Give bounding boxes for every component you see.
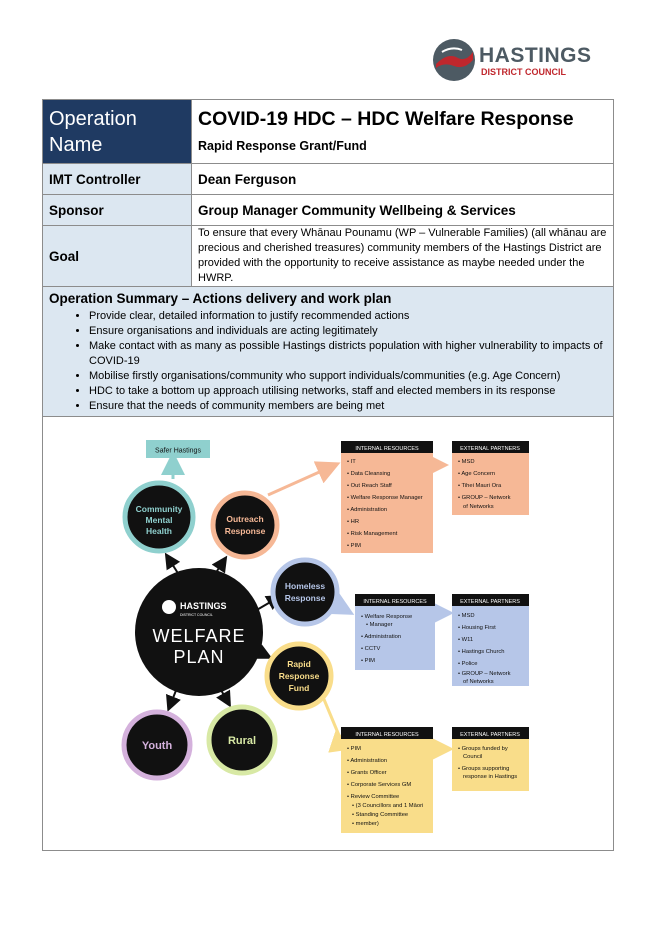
homeless-external-item: • Housing First <box>458 625 496 631</box>
summary-row <box>43 287 614 417</box>
rapid-external-item: • Groups supporting <box>458 766 510 772</box>
homeless-internal-item: • Welfare Response <box>361 614 413 620</box>
outreach-external-item: • MSD <box>458 459 475 465</box>
outreach-internal-item: • PIM <box>347 543 361 549</box>
outreach-external-item: • Tihei Mauri Ora <box>458 483 502 489</box>
summary-item: • Ensure that the needs of community members are being met <box>89 399 607 414</box>
imt-value: Dean Ferguson <box>192 164 614 195</box>
outreach-internal-item: • Welfare Response Manager <box>347 495 423 501</box>
center-label-1: WELFARE <box>152 626 246 646</box>
outreach-internal-item: • Administration <box>347 507 388 513</box>
homeless-response-node <box>273 560 337 624</box>
outreach-internal-item: • Data Cleansing <box>347 471 391 477</box>
outreach-external-header: EXTERNAL PARTNERS <box>460 446 520 452</box>
center-logo-sub: DISTRICT COUNCIL <box>180 613 213 617</box>
rapid-internal-item: • PIM <box>347 746 361 752</box>
rapid-internal-item: • Review Committee <box>347 794 400 800</box>
summary-list <box>49 309 607 414</box>
operation-subtitle: Rapid Response Grant/Fund <box>198 139 367 153</box>
goal-row <box>43 226 614 287</box>
imt-row <box>43 164 614 195</box>
rapid-internal-item: • Administration <box>347 758 388 764</box>
logo-subtitle: DISTRICT COUNCIL <box>481 67 566 77</box>
homeless-internal-item: • CCTV <box>361 646 381 652</box>
outreach-internal-item: • HR <box>347 519 360 525</box>
safer-hastings-label: Safer Hastings <box>155 447 201 455</box>
imt-label: IMT Controller <box>43 164 192 195</box>
outreach-external-item: • GROUP – Network <box>458 495 511 501</box>
outreach-internal-box <box>341 453 433 553</box>
outreach-external-item: • Age Concern <box>458 471 496 477</box>
homeless-external-item: • Police <box>458 661 478 667</box>
homeless-internal-header: INTERNAL RESOURCES <box>363 599 427 605</box>
operation-row <box>43 100 614 164</box>
rapid-label-2: Response <box>278 671 320 681</box>
outreach-response-node <box>213 493 277 557</box>
homeless-label-1: Homeless <box>284 581 326 591</box>
outreach-internal-item: • Risk Management <box>347 531 398 537</box>
sponsor-row <box>43 195 614 226</box>
arrow-outreach-resources <box>268 465 335 495</box>
outreach-external-item: of Networks <box>463 504 494 510</box>
goal-label: Goal <box>43 226 192 287</box>
summary-item: • Ensure organisations and individuals are acting legitimately <box>89 324 607 339</box>
rapid-label-3: Fund <box>288 683 310 693</box>
summary-item: • Make contact with as many as possible Hastings districts population with higher vulnerability to impacts of COVID-19 <box>89 339 607 369</box>
rapid-external-item: response in Hastings <box>463 774 518 780</box>
homeless-external-item: • GROUP – Network <box>458 671 511 677</box>
homeless-external-item: of Networks <box>463 679 494 685</box>
community-label-1: Community <box>135 504 183 514</box>
outreach-internal-item: • IT <box>347 459 356 465</box>
rapid-internal-item: • Corporate Services GM <box>347 782 412 788</box>
summary-cell <box>43 287 614 417</box>
operation-label-line2: Name <box>49 133 103 156</box>
homeless-external-item: • MSD <box>458 613 475 619</box>
homeless-external-item: • Hastings Church <box>458 649 505 655</box>
rapid-internal-item: • Grants Officer <box>347 770 387 776</box>
rapid-internal-item: • member) <box>352 821 379 827</box>
outreach-internal-item: • Out Reach Staff <box>347 483 392 489</box>
outreach-label-2: Response <box>224 526 266 536</box>
rapid-label-1: Rapid <box>287 659 311 669</box>
operation-label-cell <box>43 100 192 164</box>
operation-label-line1: Operation <box>49 107 137 130</box>
summary-item: • Provide clear, detailed information to justify recommended actions <box>89 309 607 324</box>
sponsor-value: Group Manager Community Wellbeing & Services <box>192 195 614 226</box>
community-label-3: Health <box>146 526 172 536</box>
summary-item: • Mobilise firstly organisations/community who support individuals/communities (e.g. Age Concern) <box>89 369 607 384</box>
rural-label: Rural <box>227 735 257 747</box>
homeless-external-header: EXTERNAL PARTNERS <box>460 599 520 605</box>
logo-name: HASTINGS <box>479 44 592 67</box>
center-logo-icon <box>162 600 176 614</box>
council-emblem-icon <box>432 38 476 82</box>
homeless-external-item: • W11 <box>458 637 474 643</box>
goal-value: To ensure that every Whānau Pounamu (WP – Vulnerable Families) (all whānau are precious and cherished treasures) community members of the Hastings District are provided with the opportunity to receive assistance as maybe needed under the HWRP. <box>192 226 614 287</box>
rapid-internal-item: • Standing Committee <box>352 812 409 818</box>
diagram-cell <box>43 417 614 851</box>
council-logo <box>432 38 592 82</box>
rapid-internal-header: INTERNAL RESOURCES <box>355 732 419 738</box>
rapid-external-item: • Groups funded by <box>458 746 508 752</box>
rapid-external-header: EXTERNAL PARTNERS <box>460 732 520 738</box>
center-logo-name: HASTINGS <box>180 601 227 611</box>
rapid-external-item: Council <box>463 754 483 760</box>
rapid-internal-item: • (3 Councillors and 1 Māori <box>352 803 424 809</box>
diagram-row <box>43 417 614 851</box>
summary-item: • HDC to take a bottom up approach utilising networks, staff and elected members in its response <box>89 384 607 399</box>
operation-title: COVID-19 HDC – HDC Welfare Response <box>198 108 574 130</box>
homeless-internal-item: • PIM <box>361 658 375 664</box>
youth-label: Youth <box>141 740 173 752</box>
summary-title: Operation Summary – Actions delivery and work plan <box>49 291 392 306</box>
community-label-2: Mental <box>145 515 173 525</box>
homeless-internal-item: • Manager <box>366 622 393 628</box>
sponsor-label: Sponsor <box>43 195 192 226</box>
outreach-internal-header: INTERNAL RESOURCES <box>355 446 419 452</box>
operation-value-cell <box>192 100 614 164</box>
outreach-label-1: Outreach <box>226 514 264 524</box>
homeless-internal-item: • Administration <box>361 634 402 640</box>
operation-table <box>42 99 614 851</box>
center-label-2: PLAN <box>173 647 225 667</box>
welfare-plan-diagram <box>43 417 613 845</box>
homeless-label-2: Response <box>284 593 326 603</box>
